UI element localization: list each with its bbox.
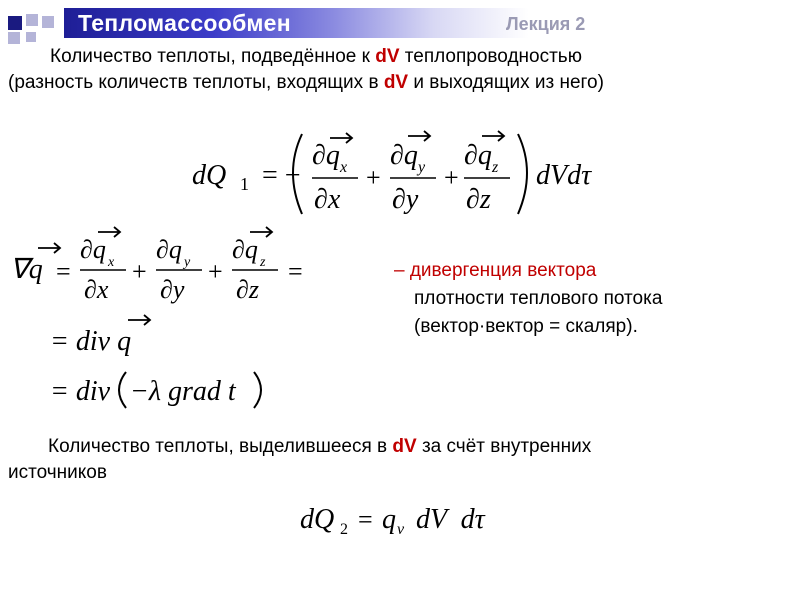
text-span: теплопроводностью — [399, 46, 582, 67]
formula-div-q — [40, 312, 200, 360]
frac-den: ∂y — [160, 275, 185, 304]
divergence-note-line-3: (вектор·вектор = скаляр). — [414, 316, 638, 337]
nabla-q: ∇q — [10, 254, 43, 285]
formula-5-lhs-sub: 2 — [340, 521, 348, 538]
lecture-label: Лекция 2 — [506, 14, 586, 34]
paragraph-2-line-1 — [48, 434, 591, 459]
text-span: и выходящих из него) — [408, 72, 604, 93]
frac-1-num: ∂q — [312, 140, 340, 171]
text-span: Количество теплоты, подведённое к — [50, 46, 376, 67]
frac-2-sub: y — [418, 159, 426, 176]
divergence-note-line-1: – дивергенция вектора — [394, 260, 597, 281]
divergence-note-line-2: плотности теплового потока — [414, 288, 663, 309]
formula-1-lhs: dQ — [192, 160, 227, 191]
bullet-square-icon — [42, 16, 54, 28]
frac-num: ∂q — [80, 235, 106, 264]
fraction-2 — [390, 131, 436, 215]
paren-right — [518, 134, 527, 214]
vector-arrow-icon — [38, 243, 60, 253]
fraction-3 — [232, 227, 278, 304]
paragraph-1-line-2 — [8, 70, 604, 95]
bullet-square-icon — [8, 16, 22, 30]
bullet-square-icon — [26, 14, 38, 26]
dv-highlight: dV — [375, 46, 400, 67]
plus-sign: + — [208, 257, 223, 286]
formula-5-rest: dV dτ — [416, 504, 485, 535]
text-span: (разность количеств теплоты, входящих в — [8, 72, 384, 93]
vector-arrow-icon — [128, 315, 150, 325]
frac-den: ∂x — [84, 275, 109, 304]
paren-left — [119, 372, 126, 408]
dv-highlight: dV — [392, 436, 417, 457]
fraction-1 — [312, 133, 358, 215]
fraction-2 — [156, 235, 202, 304]
formula-5-q: q — [382, 504, 396, 535]
equals-sign: = — [288, 257, 303, 286]
formula-5-eq: = — [358, 505, 373, 534]
frac-num: ∂q — [232, 235, 258, 264]
frac-sub: y — [184, 255, 191, 270]
text-span: Количество теплоты, выделившееся в — [48, 436, 393, 457]
plus-sign: + — [444, 163, 459, 192]
formula-heat-conduction — [180, 122, 620, 222]
frac-2-num: ∂q — [390, 140, 418, 171]
bullet-square-icon — [26, 32, 36, 42]
plus-sign: + — [132, 257, 147, 286]
fraction-1 — [80, 227, 126, 304]
formula-5-q-sub: v — [397, 521, 405, 538]
paragraph-2-line-2: источников — [8, 462, 107, 483]
formula-4-body: −λ grad t — [130, 376, 236, 407]
fraction-3 — [464, 131, 510, 215]
frac-den: ∂z — [236, 275, 259, 304]
frac-1-sub: x — [340, 159, 348, 176]
dv-highlight: dV — [383, 72, 409, 93]
formula-1-tail: dVdτ — [536, 160, 592, 191]
formula-1-lhs-sub: 1 — [240, 174, 249, 194]
equals-sign: = — [56, 257, 71, 286]
frac-num: ∂q — [156, 235, 182, 264]
slide-title: Тепломассообмен — [78, 10, 291, 36]
paragraph-1-line-1 — [50, 44, 582, 69]
formula-4-pre: = div — [50, 376, 111, 407]
plus-sign: + — [366, 163, 381, 192]
formula-divergence — [0, 226, 330, 306]
formula-div-grad — [40, 368, 280, 416]
frac-sub: x — [108, 255, 115, 270]
formula-internal-sources — [290, 498, 530, 542]
frac-3-sub: z — [492, 159, 499, 176]
frac-3-num: ∂q — [464, 140, 492, 171]
formula-1-eq: = − — [262, 160, 301, 191]
frac-2-den: ∂y — [392, 184, 419, 215]
formula-3-text: = div q — [50, 326, 132, 357]
frac-sub: z — [260, 255, 266, 270]
paren-right — [254, 372, 261, 408]
formula-5-lhs: dQ — [300, 504, 335, 535]
frac-1-den: ∂x — [314, 184, 341, 215]
text-span: за счёт внутренних — [416, 436, 592, 457]
frac-3-den: ∂z — [466, 184, 491, 215]
bullet-square-icon — [8, 32, 20, 44]
